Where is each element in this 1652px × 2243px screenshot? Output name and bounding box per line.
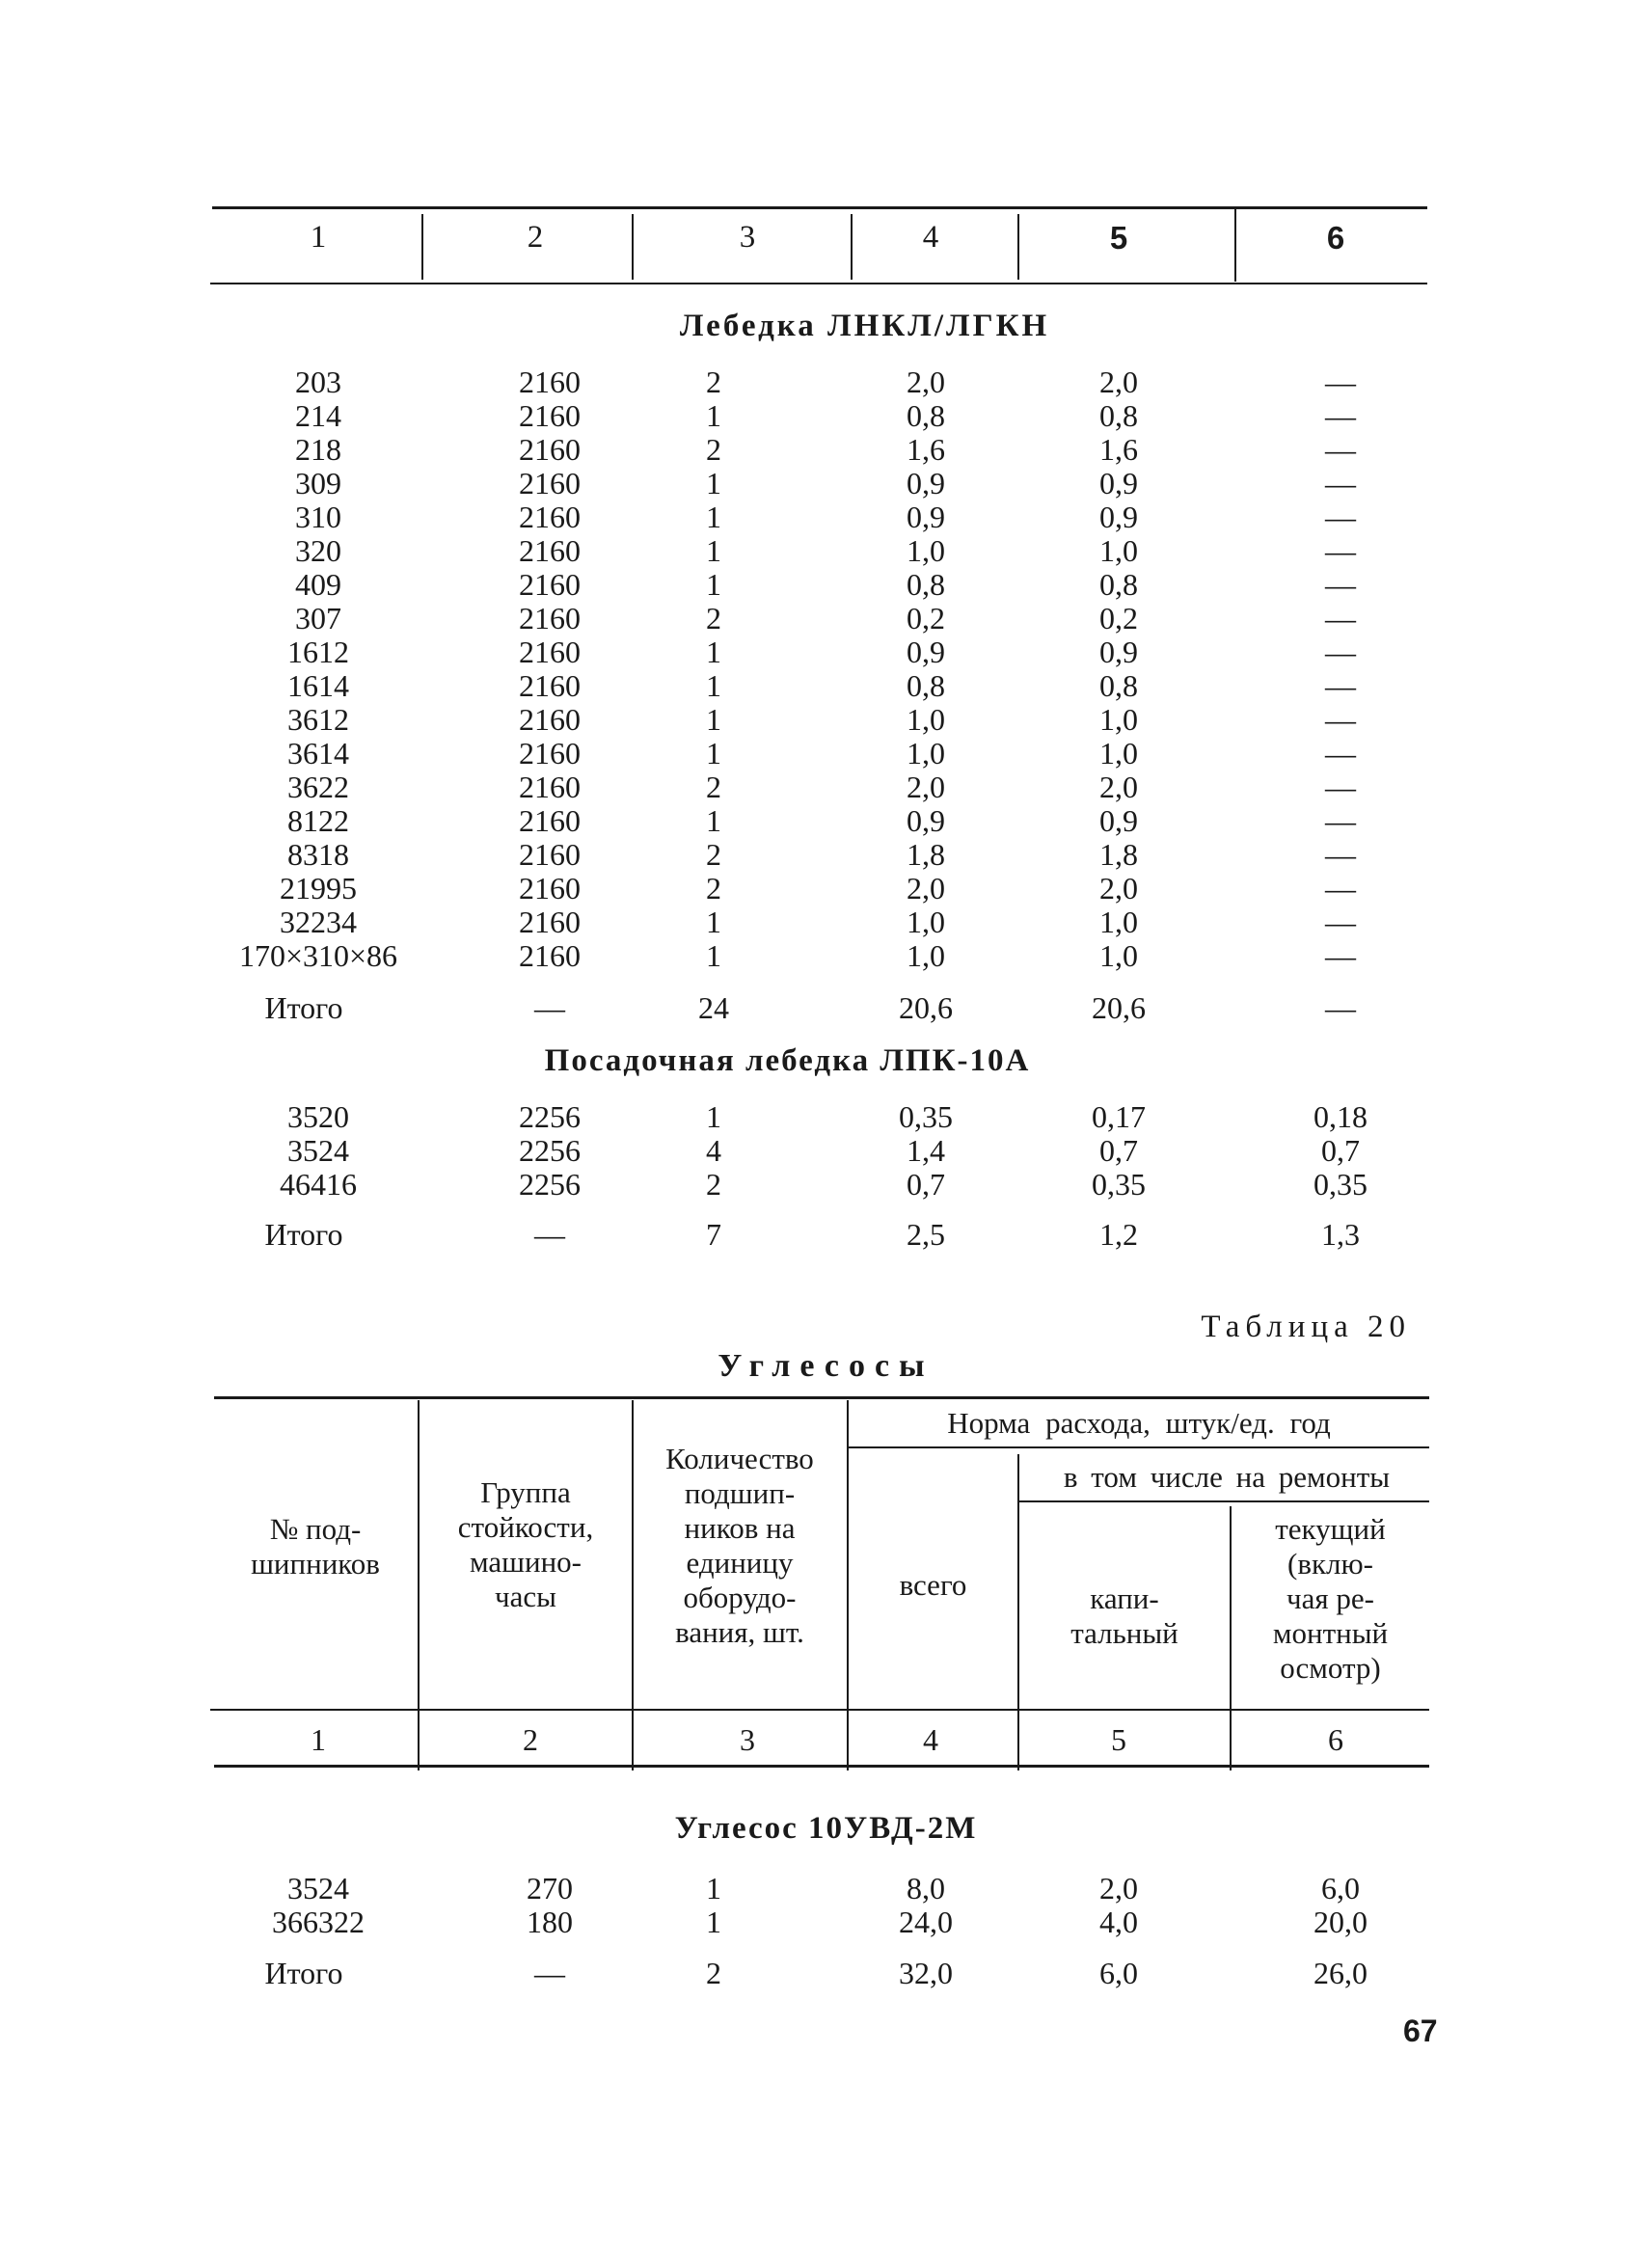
current: 0,35 bbox=[1313, 1167, 1368, 1202]
group: — bbox=[534, 1217, 565, 1252]
total: 0,35 bbox=[899, 1099, 953, 1134]
quantity: 1 bbox=[706, 938, 721, 973]
table1-header-num-4: 4 bbox=[922, 220, 939, 255]
current: — bbox=[1325, 398, 1356, 433]
group: 2160 bbox=[519, 905, 581, 939]
table-caption: Таблица 20 bbox=[1201, 1310, 1411, 1344]
table1-header-sep bbox=[851, 214, 853, 280]
current: 26,0 bbox=[1313, 1956, 1368, 1990]
group: 2160 bbox=[519, 635, 581, 669]
total: 2,0 bbox=[907, 871, 945, 905]
current: 0,7 bbox=[1321, 1133, 1360, 1168]
capital: 0,8 bbox=[1099, 668, 1138, 703]
quantity: 2 bbox=[706, 601, 721, 635]
capital: 1,8 bbox=[1099, 837, 1138, 872]
bearing-no: 8122 bbox=[287, 803, 349, 838]
table-row bbox=[0, 1133, 1652, 1168]
capital: 4,0 bbox=[1099, 1905, 1138, 1939]
current: 0,18 bbox=[1313, 1099, 1368, 1134]
group: 2160 bbox=[519, 500, 581, 534]
table2-header-num-1: 1 bbox=[311, 1722, 326, 1757]
quantity: 1 bbox=[706, 1871, 721, 1905]
total: 1,0 bbox=[907, 702, 945, 737]
group: 2160 bbox=[519, 871, 581, 905]
total: 0,9 bbox=[907, 803, 945, 838]
table1-header-num-5: 5 bbox=[1109, 220, 1128, 256]
bearing-no: 307 bbox=[295, 601, 341, 635]
table-row bbox=[0, 533, 1652, 568]
table-row bbox=[0, 601, 1652, 635]
total: 1,6 bbox=[907, 432, 945, 467]
bearing-no: 409 bbox=[295, 567, 341, 602]
table1-header-sep bbox=[1017, 214, 1019, 280]
quantity: 1 bbox=[706, 905, 721, 939]
total: 24,0 bbox=[899, 1905, 953, 1939]
table2-header-num-4: 4 bbox=[923, 1722, 938, 1757]
current: 1,3 bbox=[1321, 1217, 1360, 1252]
quantity: 1 bbox=[706, 466, 721, 500]
current: 20,0 bbox=[1313, 1905, 1368, 1939]
total: 0,8 bbox=[907, 398, 945, 433]
total: 32,0 bbox=[899, 1956, 953, 1990]
total-label: Итого bbox=[264, 990, 343, 1025]
group: 2160 bbox=[519, 601, 581, 635]
bearing-no: 3622 bbox=[287, 770, 349, 804]
bearing-no: 21995 bbox=[280, 871, 357, 905]
table-row bbox=[0, 803, 1652, 838]
current: — bbox=[1325, 500, 1356, 534]
quantity: 1 bbox=[706, 668, 721, 703]
quantity: 1 bbox=[706, 1905, 721, 1939]
header-capital: капи- тальный bbox=[1070, 1581, 1178, 1650]
section-title: Лебедка ЛНКЛ/ЛГКН bbox=[679, 309, 1050, 343]
current: — bbox=[1325, 702, 1356, 737]
capital: 2,0 bbox=[1099, 365, 1138, 399]
bearing-no: 3524 bbox=[287, 1871, 349, 1905]
bearing-no: 46416 bbox=[280, 1167, 357, 1202]
table-row bbox=[0, 736, 1652, 770]
quantity: 2 bbox=[706, 770, 721, 804]
capital: 0,7 bbox=[1099, 1133, 1138, 1168]
capital: 0,35 bbox=[1092, 1167, 1146, 1202]
table1-header-num-2: 2 bbox=[527, 220, 544, 255]
current: 6,0 bbox=[1321, 1871, 1360, 1905]
group: 2160 bbox=[519, 938, 581, 973]
total: 0,7 bbox=[907, 1167, 945, 1202]
total: 1,0 bbox=[907, 905, 945, 939]
current: — bbox=[1325, 938, 1356, 973]
capital: 1,2 bbox=[1099, 1217, 1138, 1252]
bearing-no: 218 bbox=[295, 432, 341, 467]
bearing-no: 1614 bbox=[287, 668, 349, 703]
table1-header-num-1: 1 bbox=[310, 220, 327, 255]
capital: 1,0 bbox=[1099, 905, 1138, 939]
capital: 2,0 bbox=[1099, 871, 1138, 905]
bearing-no: 1612 bbox=[287, 635, 349, 669]
capital: 1,0 bbox=[1099, 736, 1138, 770]
capital: 2,0 bbox=[1099, 1871, 1138, 1905]
table-row bbox=[0, 500, 1652, 534]
group: 2160 bbox=[519, 736, 581, 770]
current: — bbox=[1325, 567, 1356, 602]
group: 2160 bbox=[519, 803, 581, 838]
quantity: 2 bbox=[706, 871, 721, 905]
header-resistance-group: Группа стойкости, машино- часы bbox=[457, 1475, 594, 1613]
quantity: 2 bbox=[706, 1956, 721, 1990]
table1-header-sep bbox=[1234, 208, 1236, 282]
current: — bbox=[1325, 365, 1356, 399]
quantity: 1 bbox=[706, 702, 721, 737]
quantity: 24 bbox=[698, 990, 729, 1025]
table2-incl-rule bbox=[1019, 1500, 1429, 1502]
table-row bbox=[0, 837, 1652, 872]
total: 20,6 bbox=[899, 990, 953, 1025]
header-including-repairs: в том числе на ремонты bbox=[1063, 1460, 1391, 1494]
capital: 0,2 bbox=[1099, 601, 1138, 635]
section-title: Углесос 10УВД-2М bbox=[674, 1811, 978, 1846]
quantity: 1 bbox=[706, 500, 721, 534]
current: — bbox=[1325, 601, 1356, 635]
table-row bbox=[0, 1871, 1652, 1905]
total-label: Итого bbox=[264, 1217, 343, 1252]
table-row bbox=[0, 466, 1652, 500]
quantity: 4 bbox=[706, 1133, 721, 1168]
table-row bbox=[0, 567, 1652, 602]
table2-header-num-3: 3 bbox=[740, 1722, 755, 1757]
total: 0,8 bbox=[907, 668, 945, 703]
table-row bbox=[0, 702, 1652, 737]
quantity: 1 bbox=[706, 1099, 721, 1134]
current: — bbox=[1325, 837, 1356, 872]
bearing-no: 309 bbox=[295, 466, 341, 500]
total: 8,0 bbox=[907, 1871, 945, 1905]
total-row bbox=[0, 1956, 1652, 1990]
total: 1,0 bbox=[907, 938, 945, 973]
table1-header-sep bbox=[421, 214, 423, 280]
capital: 1,6 bbox=[1099, 432, 1138, 467]
group: 2160 bbox=[519, 567, 581, 602]
header-norm: Норма расхода, штук/ед. год bbox=[947, 1406, 1331, 1440]
quantity: 1 bbox=[706, 803, 721, 838]
group: 2160 bbox=[519, 702, 581, 737]
table-row bbox=[0, 871, 1652, 905]
capital: 1,0 bbox=[1099, 938, 1138, 973]
table2-header-num-5: 5 bbox=[1111, 1722, 1126, 1757]
total: 0,9 bbox=[907, 635, 945, 669]
bearing-no: 366322 bbox=[272, 1905, 365, 1939]
capital: 0,9 bbox=[1099, 803, 1138, 838]
capital: 0,8 bbox=[1099, 567, 1138, 602]
total: 0,9 bbox=[907, 500, 945, 534]
group: 2160 bbox=[519, 466, 581, 500]
bearing-no: 3524 bbox=[287, 1133, 349, 1168]
capital: 1,0 bbox=[1099, 702, 1138, 737]
table2-numbers-bottom-rule bbox=[214, 1765, 1429, 1768]
total: 2,5 bbox=[907, 1217, 945, 1252]
group: 2160 bbox=[519, 837, 581, 872]
capital: 2,0 bbox=[1099, 770, 1138, 804]
current: — bbox=[1325, 803, 1356, 838]
capital: 0,9 bbox=[1099, 635, 1138, 669]
table-row bbox=[0, 905, 1652, 939]
group: 2256 bbox=[519, 1133, 581, 1168]
group: 2160 bbox=[519, 398, 581, 433]
table2-norm-rule bbox=[849, 1446, 1429, 1448]
capital: 0,8 bbox=[1099, 398, 1138, 433]
quantity: 2 bbox=[706, 432, 721, 467]
group: 270 bbox=[527, 1871, 573, 1905]
capital: 0,9 bbox=[1099, 466, 1138, 500]
header-current: текущий (вклю- чая ре- монтный осмотр) bbox=[1272, 1512, 1389, 1685]
capital: 6,0 bbox=[1099, 1956, 1138, 1990]
group: 180 bbox=[527, 1905, 573, 1939]
bearing-no: 3520 bbox=[287, 1099, 349, 1134]
table2-header-num-6: 6 bbox=[1328, 1722, 1343, 1757]
section-title: Посадочная лебедка ЛПК-10А bbox=[544, 1043, 1031, 1078]
current: — bbox=[1325, 668, 1356, 703]
quantity: 2 bbox=[706, 1167, 721, 1202]
total: 1,8 bbox=[907, 837, 945, 872]
quantity: 2 bbox=[706, 365, 721, 399]
current: — bbox=[1325, 871, 1356, 905]
table-row bbox=[0, 398, 1652, 433]
table2-header-bottom-rule bbox=[210, 1709, 1429, 1711]
header-bearing-no: № под- шипников bbox=[251, 1512, 380, 1581]
bearing-no: 214 bbox=[295, 398, 341, 433]
table2-header-num-2: 2 bbox=[523, 1722, 538, 1757]
group: 2160 bbox=[519, 668, 581, 703]
capital: 0,17 bbox=[1092, 1099, 1146, 1134]
table-row bbox=[0, 365, 1652, 399]
group: 2256 bbox=[519, 1099, 581, 1134]
group: 2256 bbox=[519, 1167, 581, 1202]
bearing-no: 3612 bbox=[287, 702, 349, 737]
group: 2160 bbox=[519, 432, 581, 467]
current: — bbox=[1325, 432, 1356, 467]
total: 1,0 bbox=[907, 736, 945, 770]
table1-top-rule bbox=[212, 206, 1427, 209]
bearing-no: 310 bbox=[295, 500, 341, 534]
group: — bbox=[534, 1956, 565, 1990]
table-row bbox=[0, 938, 1652, 973]
quantity: 1 bbox=[706, 567, 721, 602]
page-number: 67 bbox=[1403, 2013, 1438, 2048]
total: 2,0 bbox=[907, 770, 945, 804]
table1-header-num-6: 6 bbox=[1326, 220, 1345, 256]
table-row bbox=[0, 1905, 1652, 1939]
current: — bbox=[1325, 533, 1356, 568]
quantity: 1 bbox=[706, 635, 721, 669]
bearing-no: 3614 bbox=[287, 736, 349, 770]
quantity: 1 bbox=[706, 736, 721, 770]
total-label: Итого bbox=[264, 1956, 343, 1990]
total-row bbox=[0, 990, 1652, 1025]
current: — bbox=[1325, 905, 1356, 939]
header-quantity: Количество подшип- ников на единицу оборудо- вания, шт. bbox=[665, 1442, 814, 1649]
total: 0,9 bbox=[907, 466, 945, 500]
table2-top-rule bbox=[214, 1396, 1429, 1399]
table-row bbox=[0, 635, 1652, 669]
table-row bbox=[0, 770, 1652, 804]
table1-header-num-3: 3 bbox=[739, 220, 756, 255]
total: 0,2 bbox=[907, 601, 945, 635]
header-total: всего bbox=[899, 1568, 967, 1602]
capital: 0,9 bbox=[1099, 500, 1138, 534]
quantity: 1 bbox=[706, 533, 721, 568]
group: 2160 bbox=[519, 365, 581, 399]
table-row bbox=[0, 432, 1652, 467]
bearing-no: 170×310×86 bbox=[238, 938, 398, 973]
bearing-no: 8318 bbox=[287, 837, 349, 872]
total: 1,0 bbox=[907, 533, 945, 568]
table1-header-sep bbox=[632, 214, 634, 280]
quantity: 1 bbox=[706, 398, 721, 433]
table1-header-rule bbox=[210, 283, 1427, 284]
bearing-no: 320 bbox=[295, 533, 341, 568]
current: — bbox=[1325, 990, 1356, 1025]
group: 2160 bbox=[519, 770, 581, 804]
current: — bbox=[1325, 770, 1356, 804]
total: 1,4 bbox=[907, 1133, 945, 1168]
current: — bbox=[1325, 466, 1356, 500]
table-row bbox=[0, 668, 1652, 703]
quantity: 2 bbox=[706, 837, 721, 872]
bearing-no: 32234 bbox=[280, 905, 357, 939]
group: — bbox=[534, 990, 565, 1025]
quantity: 7 bbox=[706, 1217, 721, 1252]
table-title: Углесосы bbox=[718, 1348, 934, 1384]
capital: 20,6 bbox=[1092, 990, 1146, 1025]
bearing-no: 203 bbox=[295, 365, 341, 399]
current: — bbox=[1325, 635, 1356, 669]
total-row bbox=[0, 1217, 1652, 1252]
current: — bbox=[1325, 736, 1356, 770]
total: 0,8 bbox=[907, 567, 945, 602]
group: 2160 bbox=[519, 533, 581, 568]
capital: 1,0 bbox=[1099, 533, 1138, 568]
table-row bbox=[0, 1167, 1652, 1202]
total: 2,0 bbox=[907, 365, 945, 399]
table-row bbox=[0, 1099, 1652, 1134]
